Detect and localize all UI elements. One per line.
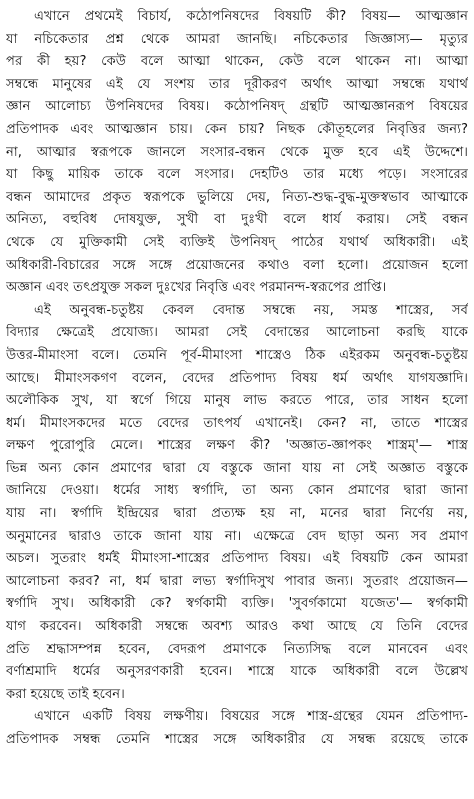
text-line: এখানে একটি বিষয় লক্ষণীয়। বিষয়ের সঙ্গে শাস্ত্র-গ্রন্থের যেমন প্রতিপাদ্য-: [34, 709, 468, 725]
paragraph-1: [6, 6, 468, 300]
text-line: প্রতি শ্রদ্ধাসম্পন্ন হবেন, বেদরূপ প্রমাণকে নিত্যসিদ্ধ বলে মানবেন এবং: [6, 641, 468, 657]
text-line: যা কিছু মায়িক তাকে বলে সংসার। দেহটিও তার মধ্যে পড়ে। সংসারের: [6, 167, 468, 183]
text-line: অনুমানের দ্বারাও তাকে জানা যায় না। এক্ষেত্রে বেদ ছাড়া অন্য সব প্রমাণ: [6, 528, 468, 544]
text-line: অলৌকিক সুখ, যা স্বর্গে গিয়ে মানুষ লাভ করতে পারে, তার সাধন হলো: [6, 393, 468, 409]
text-line: বন্ধন আমাদের প্রকৃত স্বরূপকে ভুলিয়ে দেয়, নিত্য-শুদ্ধ-বুদ্ধ-মুক্তস্বভাব আত্মাকে: [6, 189, 468, 205]
text-line: এখানে প্রথমেই বিচার্য, কঠোপনিষদের বিষয়টি কী? বিষয়— আত্মজ্ঞান: [34, 9, 468, 24]
text-line: থেকে যে মুক্তিকামী সেই ব্যক্তিই উপনিষদ্ পাঠের যথার্থ অধিকারী। এই: [6, 234, 468, 250]
text-line: স্বর্গাদি সুখ। অধিকারী কে? স্বর্গকামী ব্যক্তি। 'সুবর্গকামো যজেত'— স্বর্গকামী: [6, 596, 468, 612]
text-line: উত্তর-মীমাংসা বলে। তেমনি পূর্ব-মীমাংসা শাস্ত্রেও ঠিক এইরকম অনুবন্ধ-চতুষ্টয়: [6, 347, 468, 363]
text-line: সম্বন্ধে মানুষের এই যে সংশয় তার দূরীকরণ অর্থাৎ আত্মা সম্বন্ধে যথার্থ: [6, 76, 468, 92]
text-line: যায় না। স্বর্গাদি ইন্দ্রিয়ের দ্বারা প্রত্যক্ষ হয় না, মনের দ্বারা নির্ণেয় নয়,: [6, 506, 468, 522]
text-line: অনিত্য, বহুবিধ দোষযুক্ত, সুখী বা দুঃখী বলে ধার্য করায়। সেই বন্ধন: [6, 212, 468, 228]
text-line: এই অনুবন্ধ-চতুষ্টয় কেবল বেদান্ত সম্বন্ধে নয়, সমস্ত শাস্ত্রের, সর্ব: [34, 302, 468, 318]
text-line: ভিন্ন অন্য কোন প্রমাণের দ্বারা যে বস্তুকে জানা যায় না সেই অজ্ঞাত বস্তুকে: [6, 460, 468, 476]
text-line: ধর্ম। মীমাংসকদের মতে বেদের তাৎপর্য এখানেই। কেন? না, তাতে শাস্ত্রের: [6, 415, 468, 431]
paragraph-3: [6, 706, 468, 751]
text-line: প্রতিপাদক সম্বন্ধ তেমনি শাস্ত্রের সঙ্গে অধিকারীর যে সম্বন্ধ রয়েছে তাকে: [6, 732, 468, 747]
text-line: জানিয়ে দেওয়া। ধর্মের সাধ্য স্বর্গাদি, তা অন্য কোন প্রমাণের দ্বারা জানা: [6, 483, 468, 499]
text-line: অজ্ঞান এবং তৎপ্রযুক্ত সকল দুঃখের নিবৃত্তি এবং পরমানন্দ-স্বরূপের প্রাপ্তি।: [6, 280, 387, 296]
text-line: আছে। মীমাংসকগণ বলেন, বেদের প্রতিপাদ্য বিষয় ধর্ম অর্থাৎ যাগযজ্ঞাদি।: [6, 370, 468, 386]
text-line: যাগ করবেন। অধিকারী সম্বন্ধে অবশ্য আরও কথা আছে যে তিনি বেদের: [6, 619, 468, 635]
text-line: অচল। সুতরাং ধর্মই মীমাংসা-শাস্ত্রের প্রতিপাদ্য বিষয়। এই বিষয়টি কেন আমরা: [6, 551, 468, 567]
text-line: জ্ঞান আলোচ্য উপনিষদের বিষয়। কঠোপনিষদ্ গ্রন্থটি আত্মজ্ঞানরূপ বিষয়ের: [6, 99, 468, 115]
text-line: না, আত্মার স্বরূপকে জানলে সংসার-বন্ধন থেকে মুক্ত হবে এই উদ্দেশে।: [6, 144, 468, 160]
text-line: বিদ্যার ক্ষেত্রেই প্রযোজ্য। আমরা সেই বেদান্তের আলোচনা করছি যাকে: [6, 325, 468, 341]
text-line: করা হয়েছে তাই হবেন।: [6, 686, 125, 702]
text-line: যা নচিকেতার প্রশ্ন থেকে আমরা জানছি। নচিকেতার জিজ্ঞাস্য— মৃত্যুর: [6, 31, 468, 47]
text-line: আলোচনা করব? না, ধর্ম দ্বারা লভ্য স্বর্গাদিসুখ পাবার জন্য। সুতরাং প্রয়োজন—: [6, 573, 468, 589]
text-line: পর কী হয়? কেউ বলে আত্মা থাকেন, কেউ বলে থাকেন না। আত্মা: [6, 54, 468, 70]
text-line: প্রতিপাদক এবং আত্মজ্ঞান চায়। কেন চায়? নিছক কৌতূহলের নিবৃত্তির জন্য?: [6, 121, 468, 137]
text-line: লক্ষণ পুরোপুরি মেলে। শাস্ত্রের লক্ষণ কী? 'অজ্ঞাত-জ্ঞাপকং শাস্ত্রম্'— শাস্ত্র: [6, 438, 468, 454]
text-line: অধিকারী-বিচারের সঙ্গে সঙ্গে প্রয়োজনের কথাও বলা হলো। প্রয়োজন হলো: [6, 257, 468, 273]
paragraph-2: [6, 300, 468, 707]
text-line: বর্ণাশ্রমাদি ধর্মের অনুসরণকারী হবেন। শাস্ত্রে যাকে অধিকারী বলে উল্লেখ: [6, 664, 468, 680]
